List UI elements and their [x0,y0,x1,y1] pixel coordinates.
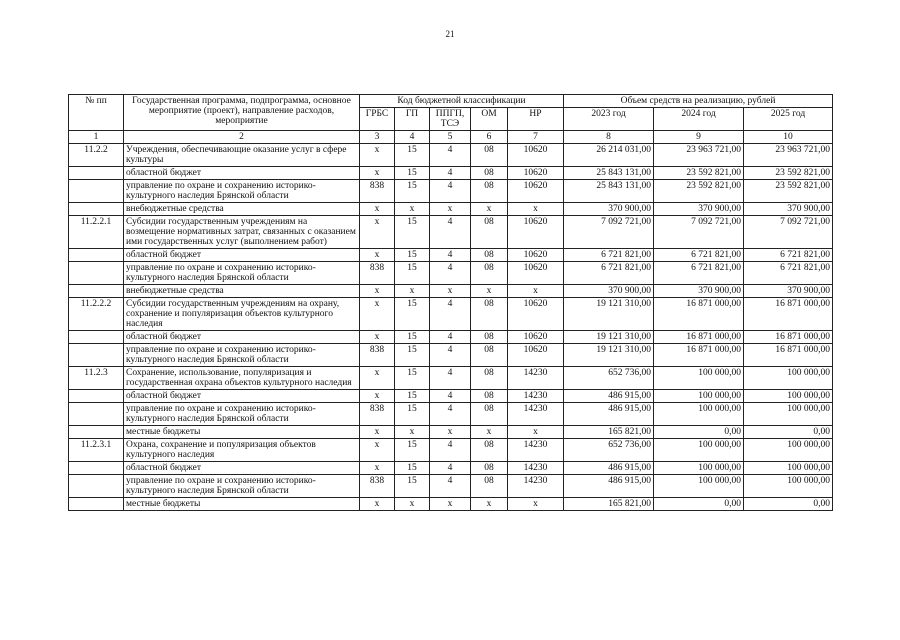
cell-gp: 15 [395,331,430,344]
cell-2025: 16 871 000,00 [744,298,833,331]
table-row [69,262,833,285]
cell-ppgp: х [430,498,471,511]
cell-ppgp: х [430,285,471,298]
cell-nr: 14230 [508,439,564,462]
table-row [69,216,833,249]
row-name: внебюджетные средства [124,203,360,216]
cell-2025: 370 900,00 [744,285,833,298]
header-2023: 2023 год [564,108,654,131]
cell-2024: 0,00 [654,426,744,439]
row-number [69,462,124,475]
cell-gp: 15 [395,475,430,498]
cell-2024: 7 092 721,00 [654,216,744,249]
cell-2024: 370 900,00 [654,285,744,298]
row-number [69,262,124,285]
cell-nr: 10620 [508,344,564,367]
cell-2023: 652 736,00 [564,367,654,390]
cell-2024: 100 000,00 [654,439,744,462]
cell-2025: 6 721 821,00 [744,249,833,262]
cell-om: 08 [471,167,508,180]
cell-2025: 100 000,00 [744,439,833,462]
cell-gp: 15 [395,462,430,475]
cell-2023: 486 915,00 [564,475,654,498]
cell-ppgp: 4 [430,180,471,203]
cell-ppgp: 4 [430,439,471,462]
row-name: внебюджетные средства [124,285,360,298]
cell-grbs: х [360,144,395,167]
cell-ppgp: 4 [430,403,471,426]
cell-2025: 0,00 [744,498,833,511]
row-number [69,344,124,367]
cell-nr: 10620 [508,249,564,262]
cell-2023: 19 121 310,00 [564,331,654,344]
cell-om: 08 [471,390,508,403]
cell-2023: 370 900,00 [564,203,654,216]
row-number [69,403,124,426]
cell-gp: х [395,498,430,511]
cell-2023: 486 915,00 [564,390,654,403]
cell-om: 08 [471,216,508,249]
cell-2025: 100 000,00 [744,403,833,426]
cell-nr: 14230 [508,390,564,403]
table-body [69,144,833,511]
cell-2024: 100 000,00 [654,367,744,390]
cell-grbs: х [360,426,395,439]
cell-2025: 100 000,00 [744,367,833,390]
cell-grbs: х [360,331,395,344]
table-row [69,203,833,216]
cell-ppgp: 4 [430,167,471,180]
cell-gp: 15 [395,180,430,203]
cell-nr: х [508,498,564,511]
cell-nr: 14230 [508,367,564,390]
col-number: 3 [360,131,395,144]
cell-2024: 100 000,00 [654,462,744,475]
cell-om: 08 [471,331,508,344]
cell-2025: 23 963 721,00 [744,144,833,167]
cell-grbs: х [360,203,395,216]
header-kbk: Код бюджетной классификации [360,95,564,108]
cell-gp: 15 [395,298,430,331]
cell-om: 08 [471,262,508,285]
cell-2024: 6 721 821,00 [654,262,744,285]
row-name: областной бюджет [124,167,360,180]
row-name: областной бюджет [124,462,360,475]
cell-2023: 652 736,00 [564,439,654,462]
cell-ppgp: х [430,426,471,439]
col-number: 4 [395,131,430,144]
row-name: Сохранение, использование, популяризация и государственная охрана объектов культурного наследия [124,367,360,390]
cell-gp: х [395,285,430,298]
cell-gp: х [395,203,430,216]
cell-gp: 15 [395,344,430,367]
cell-gp: 15 [395,249,430,262]
cell-2025: 100 000,00 [744,390,833,403]
cell-om: х [471,285,508,298]
table-row [69,426,833,439]
cell-grbs: 838 [360,344,395,367]
cell-nr: 10620 [508,262,564,285]
header-grbs: ГРБС [360,108,395,131]
row-name: управление по охране и сохранению историко-культурного наследия Брянской области [124,180,360,203]
cell-grbs: х [360,390,395,403]
row-name: местные бюджеты [124,426,360,439]
col-number: 8 [564,131,654,144]
cell-2023: 486 915,00 [564,462,654,475]
header-ppgp: ППГП, ТСЭ [430,108,471,131]
cell-gp: 15 [395,403,430,426]
col-number: 7 [508,131,564,144]
row-name: управление по охране и сохранению историко-культурного наследия Брянской области [124,475,360,498]
row-name: Охрана, сохранение и популяризация объектов культурного наследия [124,439,360,462]
table-row [69,285,833,298]
header-name: Государственная программа, подпрограмма, основное мероприятие (проект), направление расходов, мероприятие [124,95,360,131]
row-number [69,285,124,298]
cell-2023: 370 900,00 [564,285,654,298]
row-number [69,203,124,216]
cell-2024: 0,00 [654,498,744,511]
cell-2023: 486 915,00 [564,403,654,426]
cell-grbs: 838 [360,262,395,285]
col-number: 6 [471,131,508,144]
cell-om: 08 [471,180,508,203]
cell-grbs: х [360,439,395,462]
cell-grbs: 838 [360,475,395,498]
row-number [69,426,124,439]
cell-grbs: 838 [360,403,395,426]
header-2025: 2025 год [744,108,833,131]
cell-gp: 15 [395,216,430,249]
cell-2025: 100 000,00 [744,475,833,498]
table-row [69,367,833,390]
row-name: местные бюджеты [124,498,360,511]
cell-om: 08 [471,249,508,262]
table-row [69,180,833,203]
table-row [69,439,833,462]
table-row [69,331,833,344]
cell-2024: 6 721 821,00 [654,249,744,262]
table-row [69,344,833,367]
cell-om: х [471,203,508,216]
cell-2025: 6 721 821,00 [744,262,833,285]
cell-2023: 19 121 310,00 [564,298,654,331]
cell-om: х [471,498,508,511]
header-om: ОМ [471,108,508,131]
header-2024: 2024 год [654,108,744,131]
cell-2024: 100 000,00 [654,475,744,498]
row-name: областной бюджет [124,331,360,344]
cell-2024: 16 871 000,00 [654,298,744,331]
cell-ppgp: х [430,203,471,216]
cell-2023: 6 721 821,00 [564,262,654,285]
row-number [69,180,124,203]
cell-ppgp: 4 [430,390,471,403]
cell-nr: х [508,426,564,439]
cell-ppgp: 4 [430,262,471,285]
cell-nr: х [508,285,564,298]
cell-om: 08 [471,439,508,462]
row-name: областной бюджет [124,390,360,403]
cell-nr: х [508,203,564,216]
col-number: 5 [430,131,471,144]
cell-om: 08 [471,367,508,390]
cell-nr: 14230 [508,475,564,498]
row-number [69,167,124,180]
cell-2023: 165 821,00 [564,498,654,511]
cell-2024: 23 592 821,00 [654,180,744,203]
col-number: 2 [124,131,360,144]
cell-2025: 370 900,00 [744,203,833,216]
cell-grbs: х [360,167,395,180]
table-row [69,249,833,262]
cell-ppgp: 4 [430,216,471,249]
row-number [69,498,124,511]
cell-2023: 25 843 131,00 [564,180,654,203]
col-number: 10 [744,131,833,144]
cell-gp: 15 [395,262,430,285]
row-name: управление по охране и сохранению историко-культурного наследия Брянской области [124,344,360,367]
cell-2024: 23 963 721,00 [654,144,744,167]
cell-2025: 100 000,00 [744,462,833,475]
cell-grbs: х [360,462,395,475]
cell-2024: 16 871 000,00 [654,344,744,367]
cell-gp: 15 [395,390,430,403]
row-number: 11.2.3.1 [69,439,124,462]
cell-grbs: х [360,285,395,298]
cell-gp: 15 [395,367,430,390]
row-number [69,249,124,262]
cell-nr: 10620 [508,167,564,180]
row-number [69,475,124,498]
row-number [69,331,124,344]
cell-2023: 19 121 310,00 [564,344,654,367]
cell-ppgp: 4 [430,298,471,331]
row-number [69,390,124,403]
cell-2024: 100 000,00 [654,403,744,426]
table-row [69,144,833,167]
cell-ppgp: 4 [430,475,471,498]
row-number: 11.2.2.2 [69,298,124,331]
cell-om: 08 [471,344,508,367]
cell-ppgp: 4 [430,367,471,390]
cell-nr: 10620 [508,298,564,331]
cell-nr: 10620 [508,216,564,249]
cell-grbs: 838 [360,180,395,203]
row-number: 11.2.2 [69,144,124,167]
table-row [69,390,833,403]
cell-2023: 165 821,00 [564,426,654,439]
col-number: 9 [654,131,744,144]
cell-2024: 100 000,00 [654,390,744,403]
cell-nr: 10620 [508,180,564,203]
cell-nr: 14230 [508,403,564,426]
cell-grbs: х [360,216,395,249]
row-number: 11.2.2.1 [69,216,124,249]
cell-gp: 15 [395,144,430,167]
cell-2023: 6 721 821,00 [564,249,654,262]
cell-2025: 7 092 721,00 [744,216,833,249]
cell-2025: 23 592 821,00 [744,180,833,203]
cell-ppgp: 4 [430,331,471,344]
cell-nr: 14230 [508,462,564,475]
header-volume: Объем средств на реализацию, рублей [564,95,833,108]
row-name: управление по охране и сохранению историко-культурного наследия Брянской области [124,403,360,426]
cell-2025: 0,00 [744,426,833,439]
page-number: 21 [445,29,455,39]
row-name: управление по охране и сохранению историко-культурного наследия Брянской области [124,262,360,285]
cell-ppgp: 4 [430,462,471,475]
cell-om: 08 [471,144,508,167]
cell-2024: 16 871 000,00 [654,331,744,344]
budget-table [68,94,833,511]
cell-ppgp: 4 [430,344,471,367]
cell-2023: 7 092 721,00 [564,216,654,249]
column-number-row [69,131,833,144]
cell-om: 08 [471,403,508,426]
header-nr: НР [508,108,564,131]
cell-grbs: х [360,498,395,511]
table-row [69,298,833,331]
row-name: Субсидии государственным учреждениям на охрану, сохранение и популяризация объектов культурного наследия [124,298,360,331]
row-name: Субсидии государственным учреждениям на возмещение нормативных затрат, связанных с оказанием ими государственных услуг (выполнением работ) [124,216,360,249]
cell-grbs: х [360,249,395,262]
cell-2023: 25 843 131,00 [564,167,654,180]
table-row [69,462,833,475]
table-row [69,498,833,511]
cell-nr: 10620 [508,331,564,344]
row-name: Учреждения, обеспечивающие оказание услуг в сфере культуры [124,144,360,167]
cell-grbs: х [360,367,395,390]
cell-2025: 16 871 000,00 [744,344,833,367]
cell-gp: х [395,426,430,439]
cell-om: 08 [471,462,508,475]
header-num: № пп [69,95,124,131]
cell-gp: 15 [395,167,430,180]
table-header [69,95,833,144]
cell-gp: 15 [395,439,430,462]
table-row [69,167,833,180]
cell-om: 08 [471,475,508,498]
row-number: 11.2.3 [69,367,124,390]
header-gp: ГП [395,108,430,131]
cell-ppgp: 4 [430,144,471,167]
row-name: областной бюджет [124,249,360,262]
table-row [69,403,833,426]
cell-2025: 16 871 000,00 [744,331,833,344]
cell-2023: 26 214 031,00 [564,144,654,167]
cell-grbs: х [360,298,395,331]
cell-2024: 370 900,00 [654,203,744,216]
cell-ppgp: 4 [430,249,471,262]
cell-2024: 23 592 821,00 [654,167,744,180]
cell-nr: 10620 [508,144,564,167]
cell-om: 08 [471,298,508,331]
cell-om: х [471,426,508,439]
col-number: 1 [69,131,124,144]
cell-2025: 23 592 821,00 [744,167,833,180]
table-row [69,475,833,498]
